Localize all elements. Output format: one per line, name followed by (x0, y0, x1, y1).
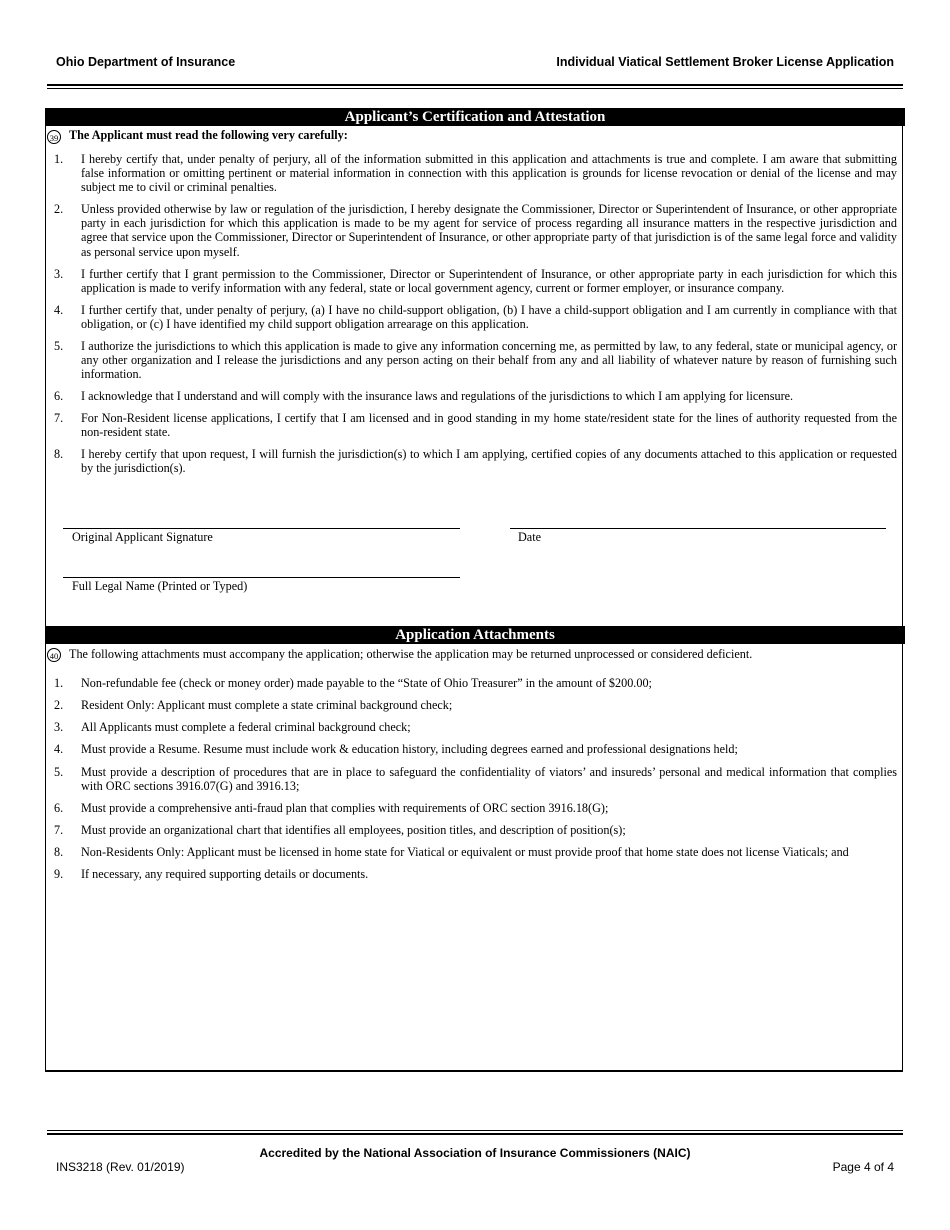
attachments-heading: Application Attachments (45, 626, 905, 644)
question-number-40: 40 (47, 648, 61, 662)
item-number: 6. (54, 801, 64, 815)
date-line[interactable] (510, 528, 886, 529)
certification-item (54, 389, 897, 403)
item-number: 4. (54, 742, 64, 756)
item-number: 3. (54, 267, 64, 281)
item-text: Must provide an organizational chart that identifies all employees, position titles, and description of position(s); (81, 823, 626, 837)
certification-item (54, 267, 897, 295)
form-id: INS3218 (Rev. 01/2019) (56, 1160, 185, 1174)
certification-item (54, 411, 897, 439)
item-text: I hereby certify that upon request, I will furnish the jurisdiction(s) to which I am applying, certified copies of any documents attached to this application or requested by the jurisdiction(s). (81, 447, 897, 476)
form-title: Individual Viatical Settlement Broker License Application (556, 55, 894, 69)
item-text: All Applicants must complete a federal criminal background check; (81, 720, 411, 734)
item-number: 5. (54, 765, 64, 779)
item-number: 9. (54, 867, 64, 881)
page-number: Page 4 of 4 (832, 1160, 894, 1174)
attachment-item (54, 801, 897, 815)
attachment-item (54, 845, 897, 859)
header-rule (47, 84, 903, 86)
attachment-item (54, 867, 897, 881)
header-rule-thin (47, 88, 903, 89)
attachment-item (54, 676, 897, 690)
item-number: 8. (54, 845, 64, 859)
attachment-item (54, 765, 897, 793)
attachments-lead: The following attachments must accompany the application; otherwise the application may be returned unprocessed or considered deficient. (69, 647, 753, 661)
item-text: Must provide a Resume. Resume must include work & education history, including degrees earned and professional designations held; (81, 742, 738, 756)
attachment-item (54, 720, 897, 734)
signature-label: Original Applicant Signature (72, 530, 213, 544)
item-number: 1. (54, 152, 64, 166)
accreditation-note: Accredited by the National Association of Insurance Commissioners (NAIC) (259, 1146, 691, 1160)
certification-heading: Applicant’s Certification and Attestation (45, 108, 905, 126)
attachment-item (54, 698, 897, 712)
certification-item (54, 339, 897, 382)
item-number: 4. (54, 303, 64, 317)
item-number: 5. (54, 339, 64, 353)
question-number-39: 39 (47, 130, 61, 144)
item-number: 3. (54, 720, 64, 734)
item-number: 2. (54, 202, 64, 216)
item-text: I further certify that I grant permission to the Commissioner, Director or Superintendent of Insurance, or other appropriate party in each jurisdiction for which this application is made to verify information with any federal, state or local government agency, current or former employer, or insurance company. (81, 267, 897, 296)
item-text: I hereby certify that, under penalty of perjury, all of the information submitted in this application and attachments is true and complete. I am aware that submitting false information or omitting pertinent or material information in connection with this application is grounds for license revocation or denial of the license and may subject me to civil or criminal penalties. (81, 152, 897, 195)
attachment-item (54, 742, 897, 756)
item-number: 2. (54, 698, 64, 712)
item-text: Must provide a description of procedures that are in place to safeguard the confidentiality of viators’ and insureds’ personal and medical information that complies with ORC sections 3916.07(G) and 3916.13; (81, 765, 897, 794)
item-number: 1. (54, 676, 64, 690)
date-label: Date (518, 530, 542, 544)
certification-item (54, 152, 897, 195)
footer-rule-thick (47, 1133, 903, 1135)
item-number: 6. (54, 389, 64, 403)
item-number: 8. (54, 447, 64, 461)
item-text: I authorize the jurisdictions to which this application is made to give any information concerning me, as permitted by law, to any federal, state or municipal agency, or any other organization and I release the jurisdictions and any person acting on their behalf from any and all liability of whatever nature by reason of furnishing such information. (81, 339, 897, 382)
item-text: I acknowledge that I understand and will comply with the insurance laws and regulations of the jurisdictions to which I am applying for licensure. (81, 389, 794, 403)
item-number: 7. (54, 411, 64, 425)
signature-line[interactable] (63, 528, 460, 529)
agency-name: Ohio Department of Insurance (56, 55, 236, 69)
item-text: Resident Only: Applicant must complete a state criminal background check; (81, 698, 453, 712)
certification-item (54, 447, 897, 475)
item-text: Non-Residents Only: Applicant must be licensed in home state for Viatical or equivalent or must provide proof that home state does not license Viaticals; and (81, 845, 849, 859)
printed-name-label: Full Legal Name (Printed or Typed) (72, 579, 248, 593)
item-text: If necessary, any required supporting details or documents. (81, 867, 369, 881)
certification-lead: The Applicant must read the following very carefully: (69, 128, 348, 142)
certification-item (54, 303, 897, 331)
item-number: 7. (54, 823, 64, 837)
certification-item (54, 202, 897, 259)
printed-name-line[interactable] (63, 577, 460, 578)
item-text: I further certify that, under penalty of perjury, (a) I have no child-support obligation, (b) I have a child-support obligation and I am currently in compliance with that obligation, or (c) I have identified my child support obligation arrearage on this application. (81, 303, 897, 332)
attachment-item (54, 823, 897, 837)
item-text: Unless provided otherwise by law or regulation of the jurisdiction, I hereby designate the Commissioner, Director or Superintendent of Insurance, or other appropriate party in each jurisdiction for which this application is made to be my agent for service of process regarding all insurance matters in the respective jurisdiction and agree that service upon the Commissioner, Director or Superintendent of Insurance, or other appropriate party of that jurisdiction is of the same legal force and validity as personal service upon myself. (81, 202, 897, 259)
footer-rule (47, 1130, 903, 1131)
item-text: For Non-Resident license applications, I certify that I am licensed and in good standing in my home state/resident state for the lines of authority requested from the non-resident state. (81, 411, 897, 440)
item-text: Must provide a comprehensive anti-fraud plan that complies with requirements of ORC section 3916.18(G); (81, 801, 609, 815)
item-text: Non-refundable fee (check or money order) made payable to the “State of Ohio Treasurer” in the amount of $200.00; (81, 676, 652, 690)
